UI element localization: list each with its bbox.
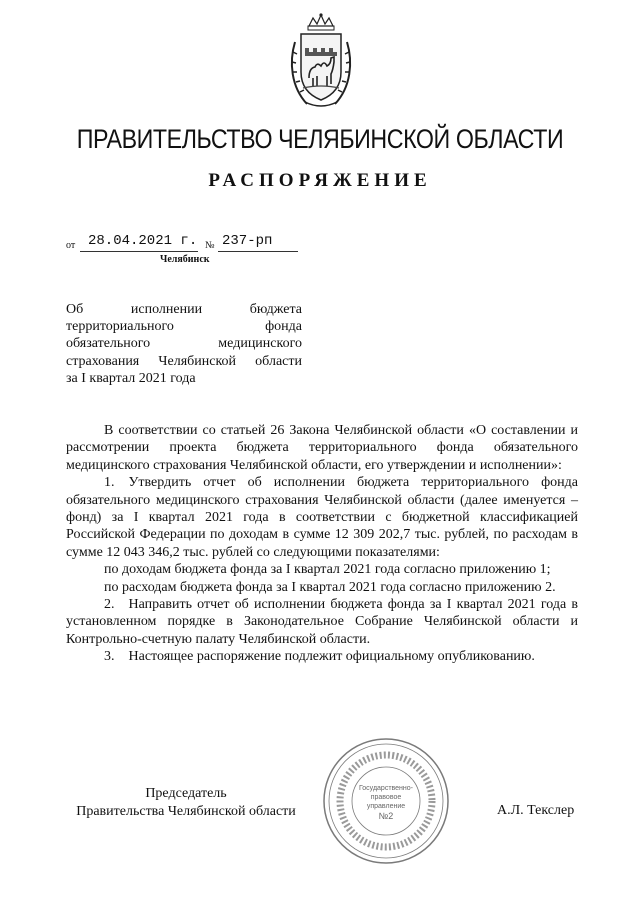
body-paragraph: 1. Утвердить отчет об исполнении бюджета территориального фонда обязательного медицинского страхования Челябинской области (далее именуется – фонд) за I квартал 2021 года в соответствии с бюджетной классификацией Российской Федерации по доходам в сумме 12 309 202,7 тыс. рублей, по расходам в сумме 12 043 346,2 тыс. рублей со следующими показателями:	[66, 475, 578, 560]
signatory-name: А.Л. Текслер	[497, 803, 575, 818]
document-subject	[66, 301, 302, 387]
body-paragraph: 2. Направить отчет об исполнении бюджета фонда за I квартал 2021 года в установленном порядке в Законодательное Собрание Челябинской области и Контрольно-счетную палату Челябинской области.	[66, 597, 578, 647]
coat-of-arms-emblem	[287, 12, 355, 110]
seal-inner-text: управление	[366, 803, 406, 810]
date-underline	[80, 250, 198, 252]
body-paragraph: В соответствии со статьей 26 Закона Челябинской области «О составлении и рассмотрении проекта бюджета территориального фонда обязательного медицинского страхования Челябинской области, его утверждении и исполнении»:	[66, 423, 578, 473]
signatory-title	[66, 785, 306, 821]
subject-line: территориального фонда	[66, 319, 302, 335]
body-paragraph: 3. Настоящее распоряжение подлежит официальному опубликованию.	[104, 649, 535, 665]
document-body	[66, 422, 578, 666]
subject-line: Об исполнении бюджета	[66, 302, 302, 317]
subject-line: за I квартал 2021 года	[66, 370, 196, 386]
document-number: 237-рп	[222, 233, 273, 249]
document-type: РАСПОРЯЖЕНИЕ	[208, 170, 432, 191]
government-title: ПРАВИТЕЛЬСТВО ЧЕЛЯБИНСКОЙ ОБЛАСТИ	[76, 124, 564, 154]
official-seal	[320, 735, 452, 867]
number-underline	[218, 250, 298, 252]
signatory-title-line: Председатель	[145, 786, 227, 801]
signatory-title-line: Правительства Челябинской области	[76, 804, 296, 819]
subject-line: страхования Челябинской области	[66, 353, 302, 369]
document-date: 28.04.2021 г.	[88, 233, 198, 249]
date-prefix: от	[66, 240, 76, 251]
body-paragraph: по доходам бюджета фонда за I квартал 2021 года согласно приложению 1;	[104, 562, 551, 578]
seal-inner-text: Государственно-	[358, 785, 414, 792]
number-prefix: №	[205, 240, 215, 251]
city-name: Челябинск	[160, 254, 210, 265]
subject-line: обязательного медицинского	[66, 336, 302, 352]
seal-inner-text: правовое	[370, 794, 402, 801]
body-paragraph: по расходам бюджета фонда за I квартал 2021 года согласно приложению 2.	[104, 579, 556, 595]
seal-inner-text: №2	[378, 811, 394, 821]
